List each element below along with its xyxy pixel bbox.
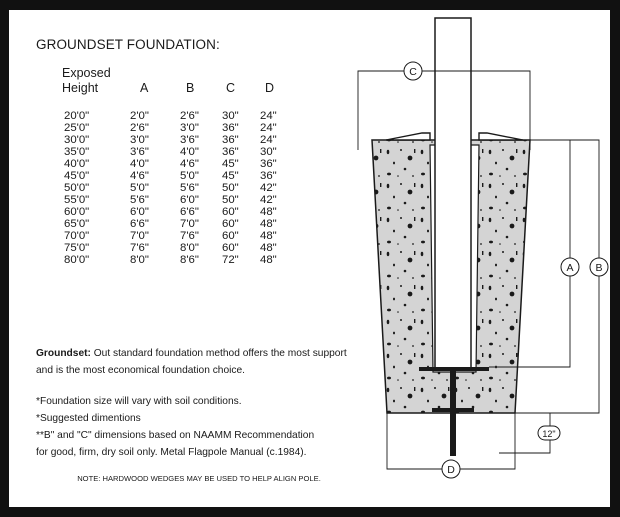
d-cell: 48" (260, 230, 277, 242)
d-cell: 30" (260, 146, 277, 158)
a-cell: 8'0" (130, 254, 149, 266)
header-exposed-height: Exposed Height (62, 66, 111, 95)
b-cell: 7'6" (180, 230, 199, 242)
header-d: D (265, 81, 275, 95)
d-cell: 48" (260, 218, 277, 230)
flagpole (435, 18, 471, 368)
anchor-crossbar (432, 408, 474, 412)
d-cell: 42" (260, 182, 277, 194)
exposed-height-cell: 70'0" (64, 230, 90, 242)
exposed-height-cell: 30'0" (64, 134, 90, 146)
c-cell: 50" (222, 194, 239, 206)
c-cell: 36" (222, 134, 239, 146)
b-cell: 5'0" (180, 170, 199, 182)
wedge-note: NOTE: HARDWOOD WEDGES MAY BE USED TO HELP ALIGN POLE. (77, 474, 321, 483)
a-cell: 3'6" (130, 146, 149, 158)
exposed-height-cell: 50'0" (64, 182, 90, 194)
header-b: B (186, 81, 195, 95)
b-cell: 7'0" (180, 218, 199, 230)
note-line: *Foundation size will vary with soil conditions. (36, 396, 242, 407)
b-cell: 5'6" (180, 182, 199, 194)
a-cell: 4'6" (130, 170, 149, 182)
exposed-height-cell: 35'0" (64, 146, 90, 158)
c-cell: 60" (222, 206, 239, 218)
a-cell: 7'6" (130, 242, 149, 254)
c-cell: 50" (222, 182, 239, 194)
b-cell: 3'0" (180, 122, 199, 134)
c-cell: 45" (222, 158, 239, 170)
exposed-height-cell: 80'0" (64, 254, 90, 266)
exposed-height-cell: 65'0" (64, 218, 90, 230)
b-cell: 6'0" (180, 194, 199, 206)
a-cell: 7'0" (130, 230, 149, 242)
hardwood-wedge (479, 133, 523, 140)
c-cell: 30" (222, 110, 239, 122)
a-cell: 2'6" (130, 122, 149, 134)
exposed-height-cell: 25'0" (64, 122, 90, 134)
d-cell: 48" (260, 206, 277, 218)
exposed-height-cell: 45'0" (64, 170, 90, 182)
header-a: A (140, 81, 149, 95)
page-title: GROUNDSET FOUNDATION: (36, 37, 220, 52)
exposed-height-cell: 75'0" (64, 242, 90, 254)
a-cell: 4'0" (130, 158, 149, 170)
exposed-height-cell: 20'0" (64, 110, 90, 122)
c-cell: 72" (222, 254, 239, 266)
d-cell: 48" (260, 242, 277, 254)
d-cell: 36" (260, 158, 277, 170)
c-cell: 60" (222, 230, 239, 242)
foundation-diagram (9, 10, 610, 507)
a-cell: 2'0" (130, 110, 149, 122)
label-depth-below: 12" (542, 429, 556, 439)
a-cell: 6'6" (130, 218, 149, 230)
a-cell: 5'6" (130, 194, 149, 206)
c-cell: 60" (222, 242, 239, 254)
a-cell: 5'0" (130, 182, 149, 194)
foundation-sheet (9, 10, 610, 507)
d-cell: 24" (260, 110, 277, 122)
a-cell: 3'0" (130, 134, 149, 146)
label-d: D (447, 464, 455, 476)
c-cell: 36" (222, 122, 239, 134)
exposed-height-cell: 60'0" (64, 206, 90, 218)
header-c: C (226, 81, 236, 95)
c-cell: 60" (222, 218, 239, 230)
b-cell: 4'0" (180, 146, 199, 158)
label-c: C (409, 66, 417, 78)
d-cell: 42" (260, 194, 277, 206)
description-text: Out standard foundation method offers the most support and is the most economical foundation choice. (36, 348, 347, 376)
anchor-stub (450, 371, 456, 456)
b-cell: 8'6" (180, 254, 199, 266)
note-line: **B" and "C" dimensions based on NAAMM Recommendation (36, 430, 315, 441)
exposed-height-cell: 55'0" (64, 194, 90, 206)
d-cell: 36" (260, 170, 277, 182)
c-cell: 36" (222, 146, 239, 158)
b-cell: 2'6" (180, 110, 199, 122)
note-line: for good, firm, dry soil only. Metal Flagpole Manual (c.1984). (36, 447, 307, 458)
d-cell: 24" (260, 134, 277, 146)
a-cell: 6'0" (130, 206, 149, 218)
d-cell: 24" (260, 122, 277, 134)
hardwood-wedge (386, 133, 430, 140)
b-cell: 3'6" (180, 134, 199, 146)
b-cell: 6'6" (180, 206, 199, 218)
note-line: *Suggested dimentions (36, 413, 141, 424)
label-a: A (566, 262, 574, 274)
description-bold: Groundset: (36, 348, 91, 359)
exposed-height-cell: 40'0" (64, 158, 90, 170)
b-cell: 4'6" (180, 158, 199, 170)
c-cell: 45" (222, 170, 239, 182)
label-b: B (595, 262, 603, 274)
b-cell: 8'0" (180, 242, 199, 254)
d-cell: 48" (260, 254, 277, 266)
base-plate (419, 367, 489, 371)
